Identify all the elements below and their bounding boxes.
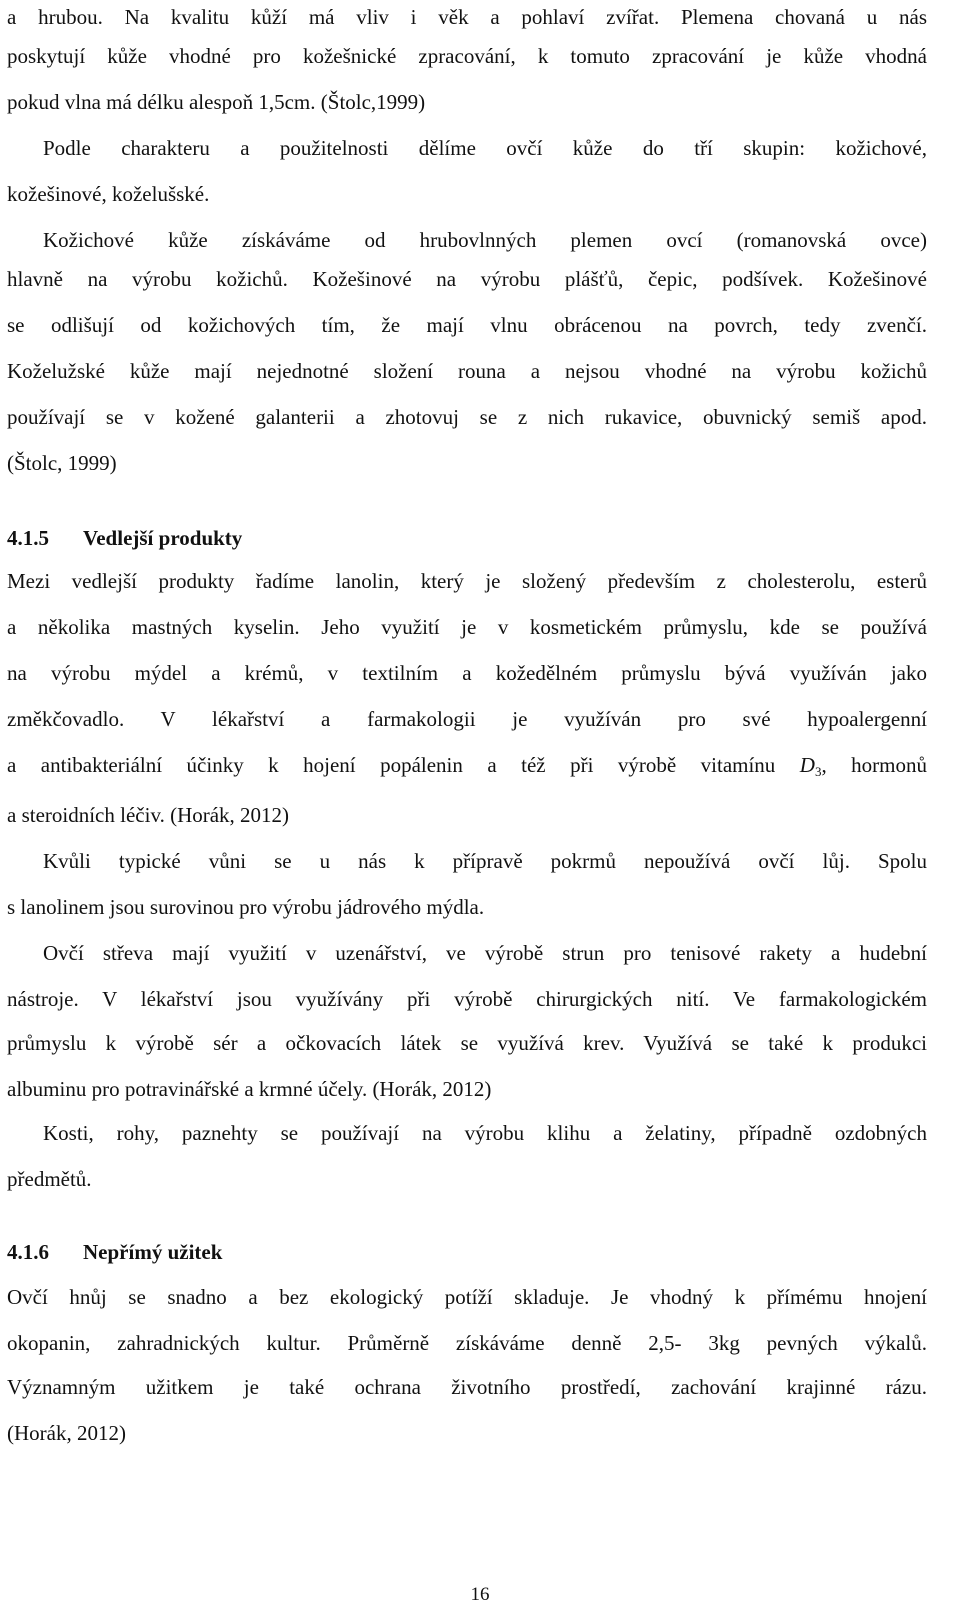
section-title: Nepřímý užitek bbox=[83, 1240, 223, 1264]
text-line: Kvůli typické vůni se u nás k přípravě pokrmů nepoužívá ovčí lůj. Spolu bbox=[43, 849, 927, 873]
text-line: Kosti, rohy, paznehty se používají na výrobu klihu a želatiny, případně ozdobných bbox=[43, 1121, 927, 1145]
text-line: pokud vlna má délku alespoň 1,5cm. (Štolc,1999) bbox=[7, 90, 426, 114]
text-line: Mezi vedlejší produkty řadíme lanolin, který je složený především z cholesterolu, esterů bbox=[7, 569, 927, 593]
text-line: hlavně na výrobu kožichů. Kožešinové na výrobu plášťů, čepic, podšívek. Kožešinové bbox=[7, 267, 927, 291]
text-fragment: , hormonů bbox=[821, 753, 927, 777]
text-line: nástroje. V lékařství jsou využívány při výrobě chirurgických nití. Ve farmakologickém bbox=[7, 987, 927, 1011]
text-line: a hrubou. Na kvalitu kůží má vliv i věk a pohlaví zvířat. Plemena chovaná u nás bbox=[7, 5, 927, 29]
section-heading bbox=[7, 1237, 222, 1267]
text-line: Ovčí střeva mají využití v uzenářství, ve výrobě strun pro tenisové rakety a hudební bbox=[43, 941, 927, 965]
text-line: změkčovadlo. V lékařství a farmakologii je využíván pro své hypoalergenní bbox=[7, 707, 927, 731]
section-title: Vedlejší produkty bbox=[83, 526, 243, 550]
text-line: Významným užitkem je také ochrana životního prostředí, zachování krajinné rázu. bbox=[7, 1375, 927, 1399]
text-line: okopanin, zahradnických kultur. Průměrně získáváme denně 2,5- 3kg pevných výkalů. bbox=[7, 1331, 927, 1355]
text-line: (Štolc, 1999) bbox=[7, 451, 117, 475]
text-line: průmyslu k výrobě sér a očkovacích látek se využívá krev. Využívá se také k produkci bbox=[7, 1031, 927, 1055]
section-heading bbox=[7, 523, 242, 553]
text-line: a steroidních léčiv. (Horák, 2012) bbox=[7, 803, 290, 827]
text-line: s lanolinem jsou surovinou pro výrobu jádrového mýdla. bbox=[7, 895, 485, 919]
text-line: používají se v kožené galanterii a zhotovuj se z nich rukavice, obuvnický semiš apod. bbox=[7, 405, 927, 429]
text-line: (Horák, 2012) bbox=[7, 1421, 126, 1445]
text-line: poskytují kůže vhodné pro kožešnické zpracování, k tomuto zpracování je kůže vhodná bbox=[7, 44, 927, 68]
text-line bbox=[7, 750, 927, 780]
vitamin-d3-symbol: $D_3$ bbox=[799, 753, 822, 779]
text-line: Koželužské kůže mají nejednotné složení rouna a nejsou vhodné na výrobu kožichů bbox=[7, 359, 927, 383]
text-line: Kožichové kůže získáváme od hrubovlnných plemen ovcí (romanovská ovce) bbox=[43, 228, 927, 252]
text-line: Podle charakteru a použitelnosti dělíme ovčí kůže do tří skupin: kožichové, bbox=[43, 136, 927, 160]
text-line: předmětů. bbox=[7, 1167, 92, 1191]
text-line: Ovčí hnůj se snadno a bez ekologický potíží skladuje. Je vhodný k přímému hnojení bbox=[7, 1285, 927, 1309]
text-fragment: a antibakteriální účinky k hojení popálenin a též při výrobě vitamínu bbox=[7, 753, 776, 777]
section-number: 4.1.6 bbox=[7, 1240, 49, 1264]
page-number: 16 bbox=[470, 1584, 490, 1605]
section-number: 4.1.5 bbox=[7, 526, 49, 550]
text-line: albuminu pro potravinářské a krmné účely. (Horák, 2012) bbox=[7, 1077, 492, 1101]
text-line: kožešinové, koželušské. bbox=[7, 182, 210, 206]
text-line: a několika mastných kyselin. Jeho využití je v kosmetickém průmyslu, kde se používá bbox=[7, 615, 927, 639]
text-line: na výrobu mýdel a krémů, v textilním a kožedělném průmyslu bývá využíván jako bbox=[7, 661, 927, 685]
text-line: se odlišují od kožichových tím, že mají vlnu obrácenou na povrch, tedy zvenčí. bbox=[7, 313, 927, 337]
